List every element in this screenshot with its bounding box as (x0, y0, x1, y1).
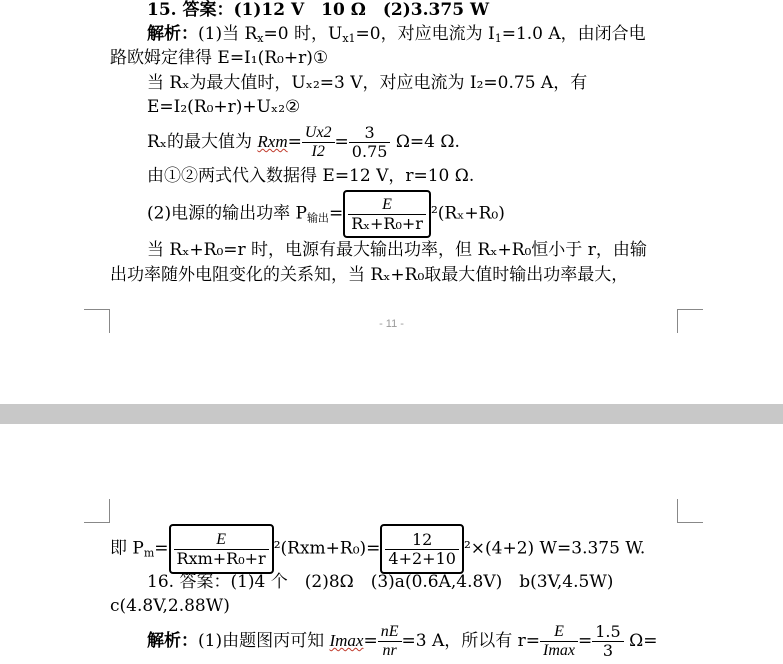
denominator: 4+2+10 (388, 549, 456, 568)
pm-equation: 即 $P_m=$ $\frac{E}{\text{Rxm+R₀+r}}$ ²(Rxm+R₀)= $\frac{12}{4+2+10}$ ²×(4+2) W=3.375 W. (110, 524, 645, 570)
analysis-label: 解析： (147, 631, 198, 651)
power-bracket (343, 190, 431, 238)
numerator: 12 (385, 531, 459, 550)
analysis-16-line-1: 解析：(1)由题图丙可知 Imax= $\frac{nE}{nr}$ =3 A，所以有 r= $\frac{E}{Imax}$ = $\frac{1.5}{3}$ Ω= (147, 622, 658, 660)
numerator: Ux2 (302, 124, 335, 143)
fraction-ux2-i2 (302, 124, 335, 161)
denominator: nr (382, 642, 397, 659)
corner-mark (84, 522, 110, 523)
page-separator (0, 404, 783, 424)
text-span: ²(Rxm+R₀)= (273, 538, 381, 559)
corner-mark (84, 309, 110, 310)
fraction-e-total (348, 196, 426, 233)
denominator: I2 (311, 143, 325, 160)
analysis-line-2: 路欧姆定律得 E=I₁(R₀+r)① (110, 48, 329, 68)
numerator: E (348, 196, 426, 215)
rxm-symbol: Rxm (257, 132, 288, 151)
numerator: 3 (349, 124, 391, 143)
fraction-ne-nr (378, 623, 402, 660)
text-span: ²(Rₓ+R₀) (430, 203, 505, 224)
text-span: =0 时，U (263, 24, 343, 44)
fraction-e-rxm (174, 531, 269, 568)
text-span: (1)由题图丙可知 (198, 631, 330, 651)
answer-15-line: 15. 答案：(1)12 V 10 Ω (2)3.375 W (147, 0, 490, 20)
subscript: 输出 (306, 211, 329, 225)
pm-bracket-2 (380, 524, 464, 574)
analysis-line-5: Rₓ的最大值为 Rxm= $\frac{Ux2}{I2}$ = $\frac{3}{0.75}$ Ω=4 Ω. (147, 123, 460, 161)
analysis-line-1 (147, 24, 646, 49)
text-span: =3 A，所以有 r= (401, 631, 541, 651)
text-span: ²×(4+2) W=3.375 W. (463, 538, 646, 559)
analysis-line-9: 出功率随外电阻变化的关系知，当 Rₓ+R₀取最大值时输出功率最大， (110, 265, 629, 285)
imax-symbol: Imax (329, 631, 364, 650)
text-span: Ω=4 Ω. (395, 132, 460, 152)
answer-16-line-2: c(4.8V,2.88W) (110, 596, 230, 616)
text-span: Ω= (629, 631, 658, 651)
denominator: Rₓ+R₀+r (351, 214, 423, 233)
numerator: 1.5 (592, 623, 623, 642)
pm-bracket-1 (169, 524, 274, 574)
denominator: Rxm+R₀+r (176, 549, 266, 568)
fraction-3-075 (349, 124, 391, 161)
page-number: - 11 - (379, 318, 404, 330)
corner-mark (109, 499, 110, 523)
subscript: x1 (342, 32, 356, 45)
denominator: 0.75 (351, 142, 388, 161)
numerator: E (174, 531, 269, 550)
analysis-line-7: (2)电源的输出功率 $P_{输出}=$ $\frac{E}{\text{Rₓ+R₀+r}}$ ²(Rₓ+R₀) (147, 190, 505, 234)
numerator: E (540, 623, 578, 642)
analysis-label: 解析： (147, 24, 198, 44)
subscript: m (143, 546, 155, 560)
subscript: x (257, 32, 264, 45)
text-span: 即 P (110, 538, 144, 559)
text-span: =0，对应电流为 I (355, 24, 495, 44)
answer-16-line: 16. 答案：(1)4 个 (2)8Ω (3)a(0.6A,4.8V) b(3V,4.5W) (147, 572, 614, 592)
corner-mark (677, 309, 703, 310)
answer-15-heading (147, 0, 489, 20)
text-span: =1.0 A，由闭合电 (501, 24, 646, 44)
analysis-line-4: E=I₂(R₀+r)+Uₓ₂② (147, 97, 301, 117)
corner-mark (677, 522, 703, 523)
analysis-line-6: 由①②两式代入数据得 E=12 V，r=10 Ω. (147, 166, 475, 186)
text-span: Rₓ的最大值为 (147, 132, 258, 152)
fraction-15-3 (592, 623, 623, 660)
corner-mark (677, 499, 678, 523)
denominator: Imax (543, 642, 575, 659)
fraction-12-16 (385, 531, 459, 568)
fraction-e-imax (540, 623, 578, 660)
numerator: nE (378, 623, 402, 642)
text-span: (2)电源的输出功率 P (147, 203, 307, 224)
analysis-line-8: 当 Rₓ+R₀=r 时，电源有最大输出功率，但 Rₓ+R₀恒小于 r，由输 (147, 240, 647, 260)
subscript: 1 (494, 32, 502, 45)
denominator: 3 (602, 641, 614, 660)
text-span: (1)当 R (198, 24, 258, 44)
analysis-line-3: 当 Rₓ为最大值时，Uₓ₂=3 V，对应电流为 I₂=0.75 A，有 (147, 73, 588, 93)
